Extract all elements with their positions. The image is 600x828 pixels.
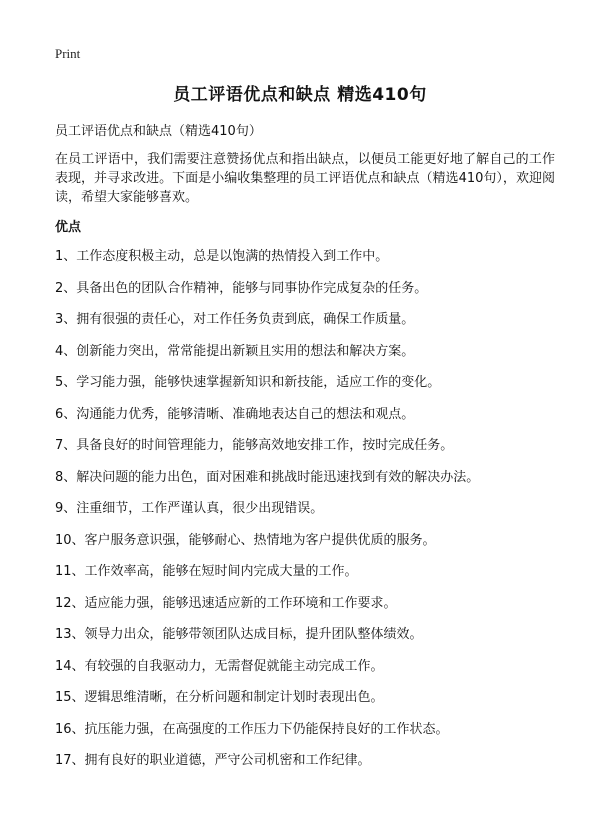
list-item: 3、拥有很强的责任心，对工作任务负责到底，确保工作质量。 — [55, 312, 415, 327]
list-item: 13、领导力出众，能够带领团队达成目标，提升团队整体绩效。 — [55, 627, 423, 642]
intro-paragraph: 在员工评语中，我们需要注意赞扬优点和指出缺点，以便员工能更好地了解自己的工作表现，并寻求改进。下面是小编收集整理的员工评语优点和缺点（精选410句），欢迎阅读，希望大家能够喜欢。 — [55, 152, 555, 205]
document-subtitle: 员工评语优点和缺点（精选410句） — [55, 124, 262, 139]
list-item: 8、解决问题的能力出色，面对困难和挑战时能迅速找到有效的解决办法。 — [55, 469, 480, 485]
list-item: 6、沟通能力优秀，能够清晰、准确地表达自己的想法和观点。 — [55, 406, 415, 422]
list-item: 14、有较强的自我驱动力，无需督促就能主动完成工作。 — [55, 658, 384, 674]
list-item: 11、工作效率高，能够在短时间内完成大量的工作。 — [55, 564, 358, 579]
list-item: 5、学习能力强，能够快速掌握新知识和新技能，适应工作的变化。 — [55, 375, 441, 390]
list-item: 2、具备出色的团队合作精神，能够与同事协作完成复杂的任务。 — [55, 280, 428, 296]
list-item: 17、拥有良好的职业道德，严守公司机密和工作纪律。 — [55, 753, 371, 768]
strengths-list — [55, 249, 565, 785]
list-item: 7、具备良好的时间管理能力，能够高效地安排工作，按时完成任务。 — [55, 438, 454, 453]
list-item: 12、适应能力强，能够迅速适应新的工作环境和工作要求。 — [55, 595, 397, 611]
list-item: 15、逻辑思维清晰，在分析问题和制定计划时表现出色。 — [55, 690, 384, 705]
list-item: 9、注重细节，工作严谨认真，很少出现错误。 — [55, 501, 324, 516]
list-item: 16、抗压能力强，在高强度的工作压力下仍能保持良好的工作状态。 — [55, 721, 449, 737]
document-title: 员工评语优点和缺点 精选410句 — [173, 85, 427, 105]
section-heading-strengths: 优点 — [55, 220, 82, 235]
list-item: 10、客户服务意识强，能够耐心、热情地为客户提供优质的服务。 — [55, 532, 436, 548]
list-item: 1、工作态度积极主动，总是以饱满的热情投入到工作中。 — [55, 249, 389, 264]
list-item: 4、创新能力突出，常常能提出新颖且实用的想法和解决方案。 — [55, 343, 415, 359]
print-link[interactable]: Print — [55, 46, 81, 61]
